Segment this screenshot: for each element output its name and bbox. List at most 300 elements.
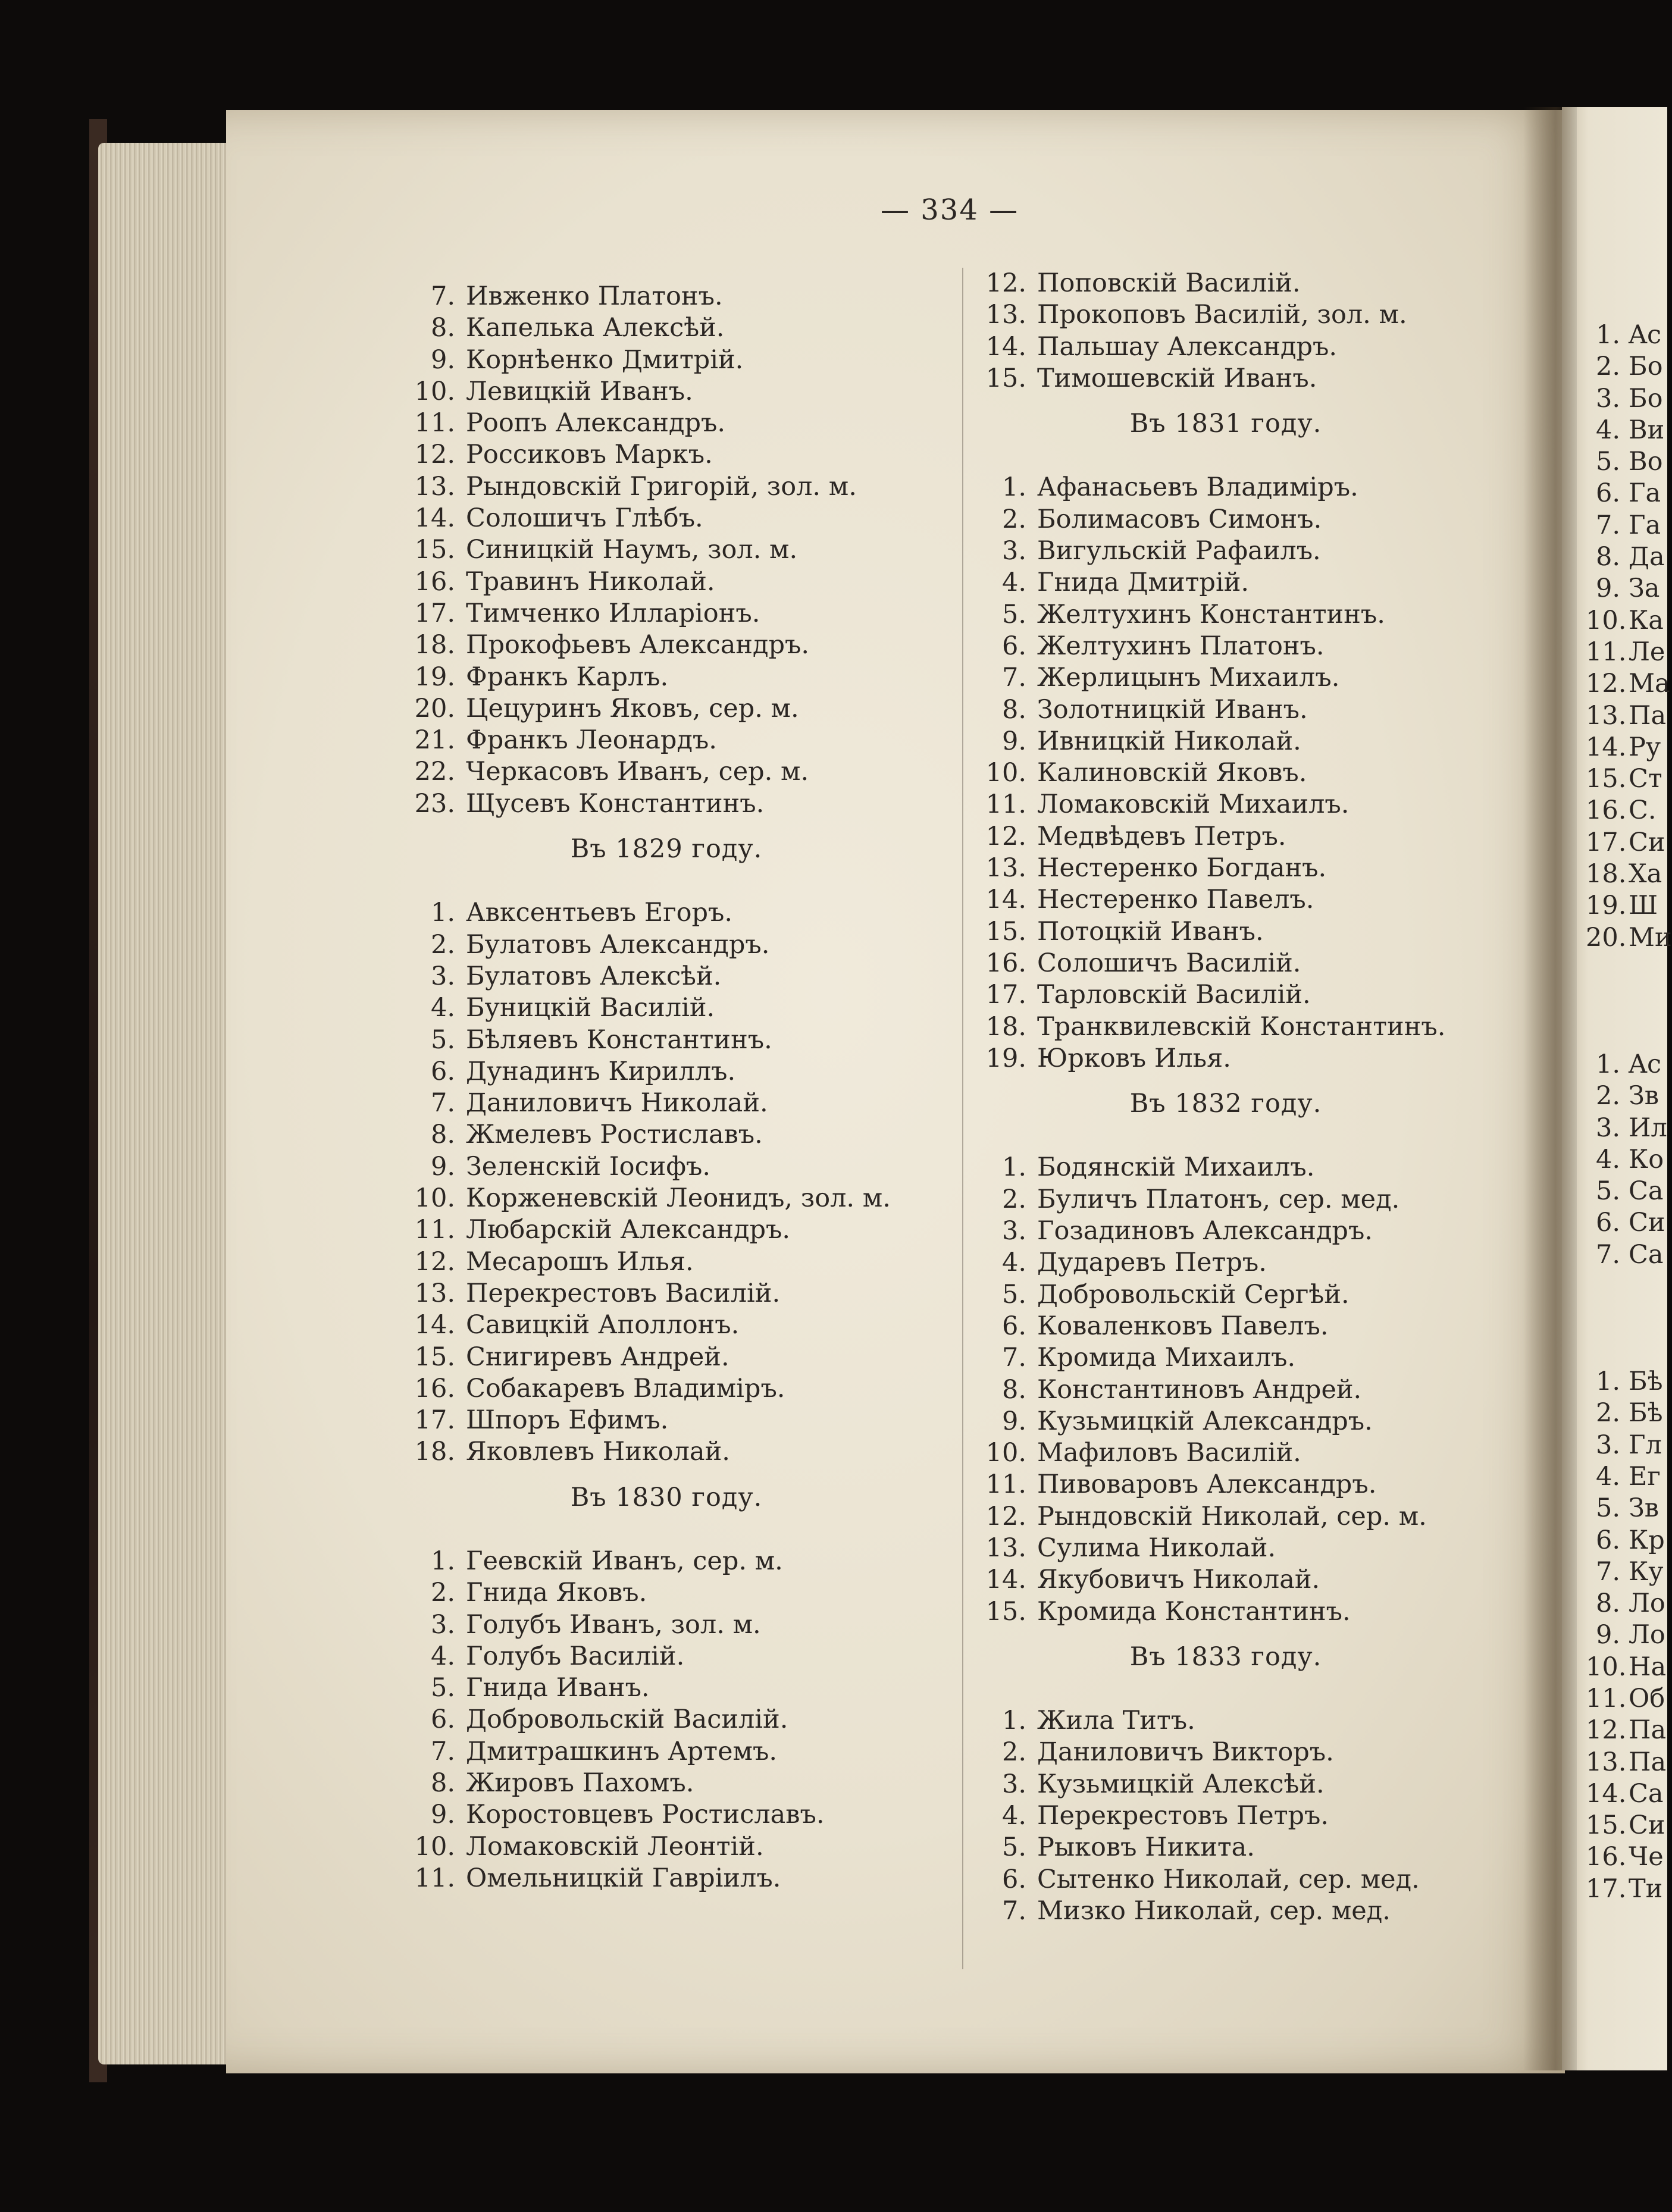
entry-name-fragment: Ха <box>1629 859 1662 889</box>
entry-number: 7. <box>430 1736 455 1766</box>
entry-number: 4. <box>1595 415 1620 445</box>
list-item <box>405 1246 964 1278</box>
list-item <box>1586 1113 1669 1144</box>
list-item <box>1586 351 1669 383</box>
list-item <box>976 1374 1511 1406</box>
list-item <box>976 694 1511 726</box>
list-item <box>405 1736 964 1768</box>
entry-name: Черкасовъ Иванъ, сер. м. <box>466 757 809 787</box>
entry-number: 15. <box>985 916 1026 947</box>
entry-number: 7. <box>430 281 455 311</box>
list-item <box>976 884 1511 916</box>
entry-name: Шпоръ Ефимъ. <box>466 1405 669 1436</box>
list-item <box>1586 1588 1669 1619</box>
list-item <box>405 344 964 376</box>
entry-number: 19. <box>414 662 455 692</box>
entry-name: Кромида Константинъ. <box>1037 1596 1351 1627</box>
entry-number: 3. <box>1595 1113 1620 1143</box>
entry-name: Коростовцевъ Ростиславъ. <box>466 1800 825 1830</box>
entry-name: Калиновскій Яковъ. <box>1037 758 1307 788</box>
entry-name: Сытенко Николай, сер. мед. <box>1037 1864 1420 1894</box>
entry-number: 18. <box>414 1437 455 1467</box>
list-item <box>405 1641 964 1672</box>
entry-number: 6. <box>1001 1311 1026 1341</box>
entry-number: 2. <box>430 1578 455 1608</box>
entry-number: 16. <box>1586 1842 1627 1872</box>
entry-number: 23. <box>414 788 455 819</box>
entry-number: 3. <box>1001 1216 1026 1246</box>
entry-number: 13. <box>985 300 1026 330</box>
list-block-1832 <box>976 1152 1511 1627</box>
list-item <box>976 1247 1511 1279</box>
list-block-continued-mid <box>976 268 1511 394</box>
entry-number: 10. <box>414 1183 455 1214</box>
entry-number: 11. <box>1586 637 1627 667</box>
entry-name: Цецуринъ Яковъ, сер. м. <box>466 693 799 723</box>
entry-name-fragment: Зв <box>1629 1493 1659 1524</box>
entry-name-fragment: Кр <box>1629 1525 1665 1555</box>
list-item <box>976 1533 1511 1564</box>
entry-number: 1. <box>430 1546 455 1576</box>
entry-name-fragment: Ви <box>1629 415 1665 445</box>
list-item <box>1586 478 1669 509</box>
entry-name-fragment: Га <box>1629 478 1661 509</box>
entry-number: 8. <box>1595 542 1620 572</box>
entry-name: Прокоповъ Василій, зол. м. <box>1037 300 1407 330</box>
entry-name: Дмитрашкинъ Артемъ. <box>466 1736 778 1766</box>
list-block-1831 <box>976 472 1511 1074</box>
list-item <box>976 726 1511 757</box>
entry-number: 10. <box>1586 605 1627 635</box>
entry-name-fragment: Ст <box>1629 764 1662 794</box>
list-item <box>976 1737 1511 1768</box>
entry-name: Жировъ Пахомъ. <box>466 1768 694 1799</box>
entry-number: 15. <box>414 535 455 565</box>
entry-name: Болимасовъ Симонъ. <box>1037 504 1322 534</box>
entry-name: Потоцкій Иванъ. <box>1037 916 1264 947</box>
entry-number: 7. <box>1595 510 1620 540</box>
right-list-block-1 <box>1586 319 1672 954</box>
entry-name: Тимошевскій Иванъ. <box>1037 363 1317 393</box>
entry-name: Любарскій Александръ. <box>466 1215 791 1245</box>
entry-number: 13. <box>414 471 455 502</box>
entry-name: Яковлевъ Николай. <box>466 1437 730 1467</box>
entry-name-fragment: С. <box>1629 795 1657 826</box>
entry-name: Нестеренко Павелъ. <box>1037 885 1314 915</box>
entry-name: Голубъ Иванъ, зол. м. <box>466 1609 761 1640</box>
entry-name: Вигульскій Рафаилъ. <box>1037 536 1321 566</box>
entry-number: 14. <box>985 885 1026 915</box>
list-item <box>1586 1430 1669 1461</box>
entry-name-fragment: Ти <box>1629 1873 1663 1904</box>
entry-number: 14. <box>414 1310 455 1340</box>
entry-name: Капелька Алексѣй. <box>466 313 725 343</box>
entry-name: Авксентьевъ Егоръ. <box>466 898 733 928</box>
entry-number: 4. <box>430 993 455 1023</box>
entry-number: 11. <box>414 408 455 438</box>
list-item <box>405 1309 964 1341</box>
year-heading-1833: Въ 1833 году. <box>1129 1641 1322 1672</box>
entry-number: 1. <box>1595 1367 1620 1397</box>
list-item <box>976 1864 1511 1895</box>
list-item <box>405 1183 964 1214</box>
entry-name: Россиковъ Маркъ. <box>466 440 713 470</box>
list-item <box>405 662 964 693</box>
list-item <box>1586 605 1669 637</box>
list-item <box>1586 1747 1669 1778</box>
entry-name: Желтухинъ Константинъ. <box>1037 599 1385 629</box>
entry-number: 6. <box>1595 478 1620 509</box>
entry-number: 11. <box>414 1215 455 1245</box>
list-item <box>405 534 964 566</box>
year-heading-1831: Въ 1831 году. <box>1129 409 1322 439</box>
right-page-column <box>1586 319 1672 1905</box>
entry-name: Афанасьевъ Владиміръ. <box>1037 472 1358 503</box>
list-item <box>1586 319 1669 351</box>
entry-name: Роопъ Александръ. <box>466 408 726 438</box>
entry-number: 6. <box>1595 1208 1620 1238</box>
list-item <box>1586 1366 1669 1398</box>
list-block-1833 <box>976 1705 1511 1927</box>
entry-number: 13. <box>985 853 1026 883</box>
entry-number: 19. <box>1586 891 1627 921</box>
entry-name-fragment: За <box>1629 574 1660 604</box>
list-item <box>976 1437 1511 1469</box>
entry-number: 18. <box>414 630 455 660</box>
entry-number: 15. <box>985 1596 1026 1627</box>
entry-number: 18. <box>1586 859 1627 889</box>
entry-name-fragment: Бо <box>1629 352 1663 382</box>
entry-name: Добровольскій Сергѣй. <box>1037 1279 1350 1309</box>
entry-name: Сулима Николай. <box>1037 1533 1276 1563</box>
entry-number: 2. <box>1595 1081 1620 1111</box>
list-item <box>1586 890 1669 922</box>
list-item <box>1586 922 1672 954</box>
list-item <box>1586 1619 1669 1651</box>
entry-name-fragment: Га <box>1629 510 1661 540</box>
entry-number: 12. <box>985 1501 1026 1531</box>
entry-name: Солошичъ Василій. <box>1037 948 1301 978</box>
entry-number: 18. <box>985 1011 1026 1042</box>
entry-name: Гнида Дмитрій. <box>1037 568 1250 598</box>
list-item <box>976 599 1511 631</box>
entry-name: Даниловичъ Викторъ. <box>1037 1737 1334 1768</box>
list-item <box>976 948 1511 979</box>
entry-name: Нестеренко Богданъ. <box>1037 853 1327 883</box>
list-item <box>1586 668 1669 700</box>
entry-number: 15. <box>1586 764 1627 794</box>
entry-name: Савицкій Аполлонъ. <box>466 1310 740 1340</box>
entry-number: 12. <box>1586 669 1627 699</box>
list-item <box>405 1056 964 1088</box>
list-item <box>976 662 1511 694</box>
entry-number: 8. <box>1001 694 1026 725</box>
list-item <box>1586 700 1669 732</box>
list-item <box>976 1311 1511 1342</box>
list-item <box>1586 1176 1669 1207</box>
entry-name: Месарошъ Илья. <box>466 1246 694 1277</box>
list-item <box>1586 415 1669 446</box>
entry-number: 1. <box>1595 320 1620 350</box>
entry-number: 1. <box>430 898 455 928</box>
entry-number: 14. <box>985 1565 1026 1595</box>
entry-name: Тимченко Илларіонъ. <box>466 598 760 628</box>
entry-number: 5. <box>1001 1279 1026 1309</box>
entry-name: Мизко Николай, сер. мед. <box>1037 1895 1391 1926</box>
entry-name-fragment: Са <box>1629 1176 1664 1207</box>
list-item <box>976 1184 1511 1215</box>
entry-name-fragment: Са <box>1629 1778 1664 1809</box>
entry-number: 12. <box>985 821 1026 851</box>
right-list-block-2 <box>1586 1049 1669 1271</box>
year-heading-1829: Въ 1829 году. <box>570 834 763 864</box>
list-item <box>405 929 964 961</box>
entry-name: Жерлицынъ Михаилъ. <box>1037 663 1340 693</box>
list-item <box>976 1406 1511 1437</box>
entry-number: 16. <box>414 566 455 597</box>
list-item <box>405 788 964 820</box>
list-item <box>1586 446 1669 478</box>
list-item <box>1586 1841 1669 1873</box>
list-item <box>405 1672 964 1704</box>
entry-name-fragment: Гл <box>1629 1430 1662 1460</box>
entry-name: Ломаковскій Михаилъ. <box>1037 789 1350 820</box>
list-item <box>976 1564 1511 1596</box>
list-item <box>976 1596 1511 1628</box>
list-item <box>1586 1239 1669 1271</box>
list-item <box>1586 1080 1669 1112</box>
list-item <box>405 897 964 929</box>
list-item <box>405 1546 964 1577</box>
entry-number: 3. <box>1001 1769 1026 1799</box>
list-item <box>405 629 964 661</box>
list-item <box>1586 827 1669 859</box>
entry-name-fragment: Зв <box>1629 1081 1659 1111</box>
entry-name: Золотницкій Иванъ. <box>1037 694 1308 725</box>
entry-number: 8. <box>430 1768 455 1799</box>
entry-number: 4. <box>1001 1801 1026 1831</box>
list-item <box>976 821 1511 853</box>
entry-name: Дунадинъ Кириллъ. <box>466 1056 736 1086</box>
list-item <box>405 1863 964 1894</box>
list-item <box>976 1832 1511 1863</box>
entry-name-fragment: Ло <box>1629 1620 1665 1650</box>
list-item <box>405 439 964 471</box>
entry-number: 16. <box>985 948 1026 978</box>
entry-number: 3. <box>1595 383 1620 413</box>
list-item <box>976 504 1511 535</box>
entry-number: 8. <box>1595 1588 1620 1619</box>
list-item <box>405 1799 964 1831</box>
entry-name: Прокофьевъ Александръ. <box>466 630 810 660</box>
list-item <box>1586 1493 1669 1524</box>
entry-number: 9. <box>430 1800 455 1830</box>
entry-number: 6. <box>1001 631 1026 661</box>
entry-number: 10. <box>414 1831 455 1862</box>
right-list-block-3 <box>1586 1366 1669 1905</box>
entry-name-fragment: Бѣ <box>1629 1367 1663 1397</box>
list-item <box>405 1278 964 1309</box>
entry-name: Франкъ Карлъ. <box>466 662 669 692</box>
list-item <box>1586 1207 1669 1239</box>
list-item <box>1586 1049 1669 1080</box>
list-item <box>405 1342 964 1373</box>
entry-number: 5. <box>430 1024 455 1055</box>
entry-number: 3. <box>1595 1430 1620 1460</box>
list-item <box>1586 1873 1669 1905</box>
entry-name: Мафиловъ Василій. <box>1037 1438 1301 1468</box>
entry-number: 7. <box>1001 1343 1026 1373</box>
entry-name: Собакаревъ Владиміръ. <box>466 1373 785 1403</box>
list-item <box>405 1405 964 1436</box>
list-item <box>1586 1461 1669 1493</box>
entry-name: Якубовичъ Николай. <box>1037 1565 1320 1595</box>
list-item <box>405 408 964 439</box>
entry-number: 20. <box>1586 922 1627 953</box>
entry-number: 12. <box>414 440 455 470</box>
entry-name: Солошичъ Глѣбъ. <box>466 503 703 534</box>
entry-name-fragment: Ac <box>1629 320 1662 350</box>
entry-number: 14. <box>1586 1778 1627 1809</box>
entry-name: Зеленскій Іосифъ. <box>466 1151 710 1182</box>
entry-name-fragment: Ш <box>1629 891 1658 921</box>
list-item <box>405 281 964 312</box>
list-item <box>405 1088 964 1119</box>
entry-number: 5. <box>1595 1176 1620 1207</box>
entry-name: Геевскій Иванъ, сер. м. <box>466 1546 783 1576</box>
entry-number: 2. <box>1595 1398 1620 1428</box>
entry-name-fragment: Ко <box>1629 1144 1664 1174</box>
list-item <box>976 1011 1511 1043</box>
entry-name-fragment: Ру <box>1629 732 1661 762</box>
list-item <box>976 853 1511 884</box>
entry-number: 7. <box>1595 1239 1620 1270</box>
entry-number: 14. <box>1586 732 1627 762</box>
list-item <box>405 1831 964 1863</box>
list-item <box>405 1609 964 1641</box>
entry-number: 9. <box>430 344 455 375</box>
list-item <box>1586 1556 1669 1588</box>
entry-name-fragment: Па <box>1629 700 1667 731</box>
list-item <box>1586 763 1669 795</box>
year-heading-1830: Въ 1830 году. <box>570 1482 763 1512</box>
list-item <box>405 1577 964 1609</box>
entry-name: Рыковъ Никита. <box>1037 1832 1255 1863</box>
entry-name-fragment: Ег <box>1629 1461 1661 1492</box>
list-item <box>405 1436 964 1468</box>
entry-number: 16. <box>1586 795 1627 826</box>
entry-name: Кузьмицкій Александръ. <box>1037 1406 1373 1436</box>
entry-number: 13. <box>1586 700 1627 731</box>
entry-number: 11. <box>985 1470 1026 1500</box>
entry-name: Буницкій Василій. <box>466 993 715 1023</box>
entry-name-fragment: Па <box>1629 1715 1667 1746</box>
list-item <box>405 1214 964 1246</box>
entry-name-fragment: Ку <box>1629 1556 1664 1587</box>
entry-name: Кузьмицкій Алексѣй. <box>1037 1769 1325 1799</box>
entry-number: 22. <box>414 757 455 787</box>
entry-number: 10. <box>985 758 1026 788</box>
entry-number: 5. <box>430 1673 455 1703</box>
list-item <box>976 363 1511 394</box>
gutter-shadow <box>1523 107 1577 2070</box>
entry-name: Бодянскій Михаилъ. <box>1037 1152 1315 1183</box>
list-item <box>405 693 964 725</box>
list-item <box>405 566 964 598</box>
list-item <box>1586 637 1669 668</box>
entry-name-fragment: Ac <box>1629 1049 1662 1079</box>
entry-number: 1. <box>1001 1706 1026 1736</box>
entry-name-fragment: Ма <box>1629 669 1670 699</box>
entry-number: 4. <box>1001 568 1026 598</box>
list-item <box>976 916 1511 948</box>
entry-name: Гнида Иванъ. <box>466 1673 650 1703</box>
list-item <box>405 1373 964 1405</box>
entry-name: Константиновъ Андрей. <box>1037 1374 1362 1405</box>
entry-number: 9. <box>430 1151 455 1182</box>
entry-number: 17. <box>985 980 1026 1010</box>
entry-number: 3. <box>1001 536 1026 566</box>
entry-name: Ивженко Платонъ. <box>466 281 723 311</box>
list-item <box>405 1768 964 1799</box>
entry-name: Буличъ Платонъ, сер. мед. <box>1037 1184 1400 1214</box>
list-item <box>405 471 964 503</box>
entry-number: 6. <box>1001 1864 1026 1894</box>
entry-name: Пивоваровъ Александръ. <box>1037 1470 1377 1500</box>
entry-number: 12. <box>414 1246 455 1277</box>
entry-number: 7. <box>1595 1556 1620 1587</box>
entry-number: 9. <box>1001 726 1026 756</box>
entry-name: Рындовскій Николай, сер. м. <box>1037 1501 1427 1531</box>
list-item <box>1586 1144 1669 1176</box>
entry-name: Медвѣдевъ Петръ. <box>1037 821 1286 851</box>
entry-number: 2. <box>1001 504 1026 534</box>
entry-number: 13. <box>414 1278 455 1308</box>
page-stack-edge <box>98 143 235 2064</box>
entry-name: Перекрестовъ Петръ. <box>1037 1801 1329 1831</box>
list-item <box>976 299 1511 331</box>
entry-number: 6. <box>430 1705 455 1735</box>
entry-number: 14. <box>985 331 1026 362</box>
list-item <box>976 1279 1511 1311</box>
entry-number: 7. <box>1001 1895 1026 1926</box>
entry-name: Ивницкій Николай. <box>1037 726 1301 756</box>
entry-name: Жила Титъ. <box>1037 1706 1195 1736</box>
list-item <box>405 503 964 534</box>
list-item <box>976 1469 1511 1500</box>
entry-number: 4. <box>1595 1461 1620 1492</box>
entry-name-fragment: Ле <box>1629 637 1665 667</box>
entry-name: Травинъ Николай. <box>466 566 715 597</box>
list-item <box>405 312 964 344</box>
entry-number: 11. <box>414 1863 455 1893</box>
list-item <box>976 268 1511 299</box>
entry-name: Коваленковъ Павелъ. <box>1037 1311 1329 1341</box>
entry-number: 11. <box>1586 1683 1627 1713</box>
entry-name: Булатовъ Александръ. <box>466 929 770 960</box>
entry-name: Синицкій Наумъ, зол. м. <box>466 535 798 565</box>
entry-name-fragment: Са <box>1629 1239 1664 1270</box>
entry-number: 7. <box>1001 663 1026 693</box>
entry-name-fragment: Бо <box>1629 383 1663 413</box>
entry-number: 4. <box>430 1641 455 1671</box>
entry-number: 1. <box>1001 472 1026 503</box>
entry-name: Транквилевскій Константинъ. <box>1037 1011 1446 1042</box>
entry-number: 2. <box>1595 352 1620 382</box>
entry-number: 1. <box>1595 1049 1620 1079</box>
entry-number: 4. <box>1001 1248 1026 1278</box>
entry-number: 6. <box>430 1056 455 1086</box>
